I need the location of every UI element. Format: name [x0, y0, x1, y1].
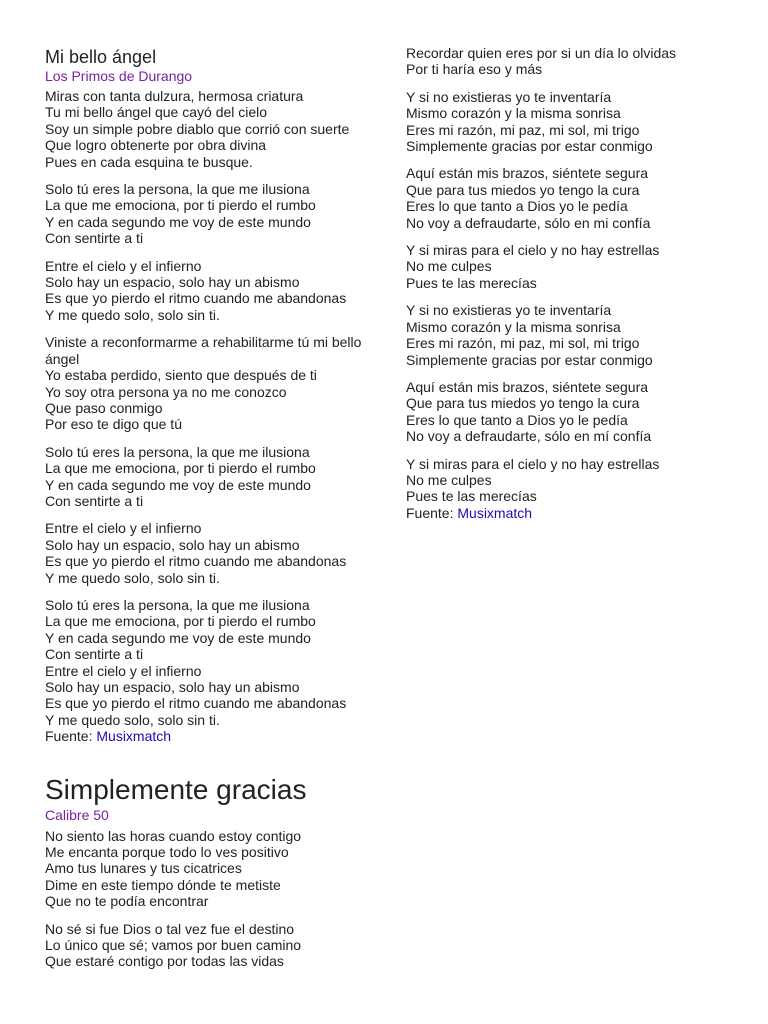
lyric-line: Miras con tanta dulzura, hermosa criatura — [45, 88, 304, 104]
song-title: Mi bello ángel — [45, 47, 157, 67]
stanza — [406, 242, 746, 291]
stanza — [406, 456, 746, 505]
lyric-line: Y me quedo solo, solo sin ti. — [45, 711, 220, 728]
lyric-line: Dime en este tiempo dónde te metiste — [45, 876, 281, 893]
lyrics-body — [45, 828, 375, 970]
stanza — [406, 45, 746, 78]
lyric-line: Soy un simple pobre diablo que corrió con suerte — [45, 120, 350, 137]
lyric-line: Amo tus lunares y tus cicatrices — [45, 860, 242, 877]
lyric-line: Solo hay un espacio, solo hay un abismo — [45, 536, 300, 553]
lyric-line: No siento las horas cuando estoy contigo — [45, 827, 302, 844]
lyric-line: Entre el cielo y el infierno — [45, 662, 202, 679]
lyric-line: Mismo corazón y la misma sonrisa — [406, 105, 621, 122]
lyric-line: Y si no existieras yo te inventaría — [406, 88, 612, 105]
lyric-line: No voy a defraudarte, sólo en mi confía — [406, 214, 651, 231]
lyric-line: Que logro obtenerte por obra divina — [45, 137, 267, 154]
stanza — [406, 302, 746, 368]
lyric-line: Lo único que sé; vamos por buen camino — [45, 937, 302, 954]
lyric-line: Eres lo que tanto a Dios yo le pedía — [406, 411, 628, 428]
lyric-line: Simplemente gracias por estar conmigo — [406, 138, 653, 155]
lyric-line: Que para tus miedos yo tengo la cura — [406, 395, 640, 412]
lyric-line: Me encanta porque todo lo ves positivo — [45, 844, 289, 861]
lyric-line: Aquí están mis brazos, siéntete segura — [406, 378, 649, 395]
lyrics-body — [45, 88, 375, 728]
stanza — [45, 828, 375, 910]
lyric-line: Eres mi razón, mi paz, mi sol, mi trigo — [406, 335, 640, 352]
lyric-line: Por ti haría eso y más — [406, 61, 543, 78]
lyric-line: Que paso conmigo — [45, 399, 163, 416]
lyric-line: Y me quedo solo, solo sin ti. — [45, 569, 220, 586]
stanza — [406, 89, 746, 155]
source-link[interactable]: Musixmatch — [96, 728, 172, 745]
right-column — [406, 0, 746, 521]
stanza — [45, 921, 375, 970]
lyric-line: La que me emociona, por ti pierdo el rumbo — [45, 613, 316, 630]
lyric-line: Simplemente gracias por estar conmigo — [406, 351, 653, 368]
stanza — [45, 88, 375, 170]
lyrics-source — [406, 505, 746, 521]
lyric-line: Y en cada segundo me voy de este mundo — [45, 476, 311, 493]
lyric-line: Solo hay un espacio, solo hay un abismo — [45, 679, 300, 695]
lyric-line: Que estaré contigo por todas las vidas — [45, 953, 284, 970]
lyric-line: No me culpes — [406, 258, 492, 275]
lyric-line: Entre el cielo y el infierno — [45, 257, 202, 274]
lyric-line: Solo tú eres la persona, la que me ilusiona — [45, 181, 310, 198]
lyric-line: Entre el cielo y el infierno — [45, 520, 202, 537]
stanza — [406, 165, 746, 231]
stanza — [45, 181, 375, 247]
lyric-line: Pues en cada esquina te busque. — [45, 153, 253, 170]
lyric-line: Y en cada segundo me voy de este mundo — [45, 213, 311, 230]
lyrics-source — [45, 728, 375, 744]
lyric-line: Con sentirte a ti — [45, 646, 144, 663]
stanza — [45, 334, 375, 432]
lyric-line: Solo hay un espacio, solo hay un abismo — [45, 274, 300, 291]
left-column — [45, 0, 375, 970]
lyric-line: Por eso te digo que tú — [45, 416, 182, 433]
lyric-line: Y en cada segundo me voy de este mundo — [45, 629, 311, 646]
lyric-line: La que me emociona, por ti pierdo el rumbo — [45, 197, 316, 214]
lyric-line: Que para tus miedos yo tengo la cura — [406, 181, 640, 198]
song-artist: Calibre 50 — [45, 806, 109, 823]
lyric-line: No me culpes — [406, 471, 492, 488]
lyric-line: Y si no existieras yo te inventaría — [406, 302, 612, 319]
lyric-line: Y si miras para el cielo y no hay estrellas — [406, 242, 660, 259]
source-label: Fuente: — [406, 504, 458, 521]
lyric-line: Mismo corazón y la misma sonrisa — [406, 318, 621, 335]
lyric-line: Viniste a reconformarme a rehabilitarme tú mi bello — [45, 334, 362, 351]
lyric-line: Aquí están mis brazos, siéntete segura — [406, 165, 649, 182]
lyric-line: Que no te podía encontrar — [45, 893, 209, 910]
lyric-line: Yo estaba perdido, siento que después de ti — [45, 367, 317, 384]
stanza — [45, 520, 375, 586]
lyric-line: No voy a defraudarte, sólo en mí confía — [406, 428, 652, 445]
lyric-line: Y si miras para el cielo y no hay estrellas — [406, 455, 660, 472]
lyric-line: Solo tú eres la persona, la que me ilusiona — [45, 443, 310, 460]
lyric-line: Solo tú eres la persona, la que me ilusiona — [45, 596, 310, 613]
lyric-line: ángel — [45, 350, 80, 367]
stanza — [406, 379, 746, 445]
song-artist: Los Primos de Durango — [45, 68, 193, 84]
lyric-line: Pues te las merecías — [406, 274, 537, 291]
lyric-line: Tu mi bello ángel que cayó del cielo — [45, 104, 268, 121]
lyric-line: Con sentirte a ti — [45, 492, 144, 509]
lyric-line: Eres lo que tanto a Dios yo le pedía — [406, 198, 628, 215]
lyric-line: Pues te las merecías — [406, 488, 537, 505]
stanza — [45, 444, 375, 510]
lyric-line: Y me quedo solo, solo sin ti. — [45, 306, 220, 323]
lyric-line: Yo soy otra persona ya no me conozco — [45, 383, 287, 400]
stanza — [45, 597, 375, 728]
lyric-line: Es que yo pierdo el ritmo cuando me abandonas — [45, 553, 347, 570]
lyric-line: Eres mi razón, mi paz, mi sol, mi trigo — [406, 121, 640, 138]
song-title: Simplemente gracias — [45, 773, 307, 805]
lyric-line: Es que yo pierdo el ritmo cuando me abandonas — [45, 695, 347, 712]
source-label: Fuente: — [45, 728, 97, 745]
lyric-line: Es que yo pierdo el ritmo cuando me abandonas — [45, 290, 347, 307]
lyric-line: No sé si fue Dios o tal vez fue el destino — [45, 920, 295, 937]
lyric-line: Recordar quien eres por si un día lo olvidas — [406, 45, 677, 61]
source-link[interactable]: Musixmatch — [457, 504, 533, 521]
lyrics-body — [406, 45, 746, 505]
lyric-line: Con sentirte a ti — [45, 230, 144, 247]
lyric-line: La que me emociona, por ti pierdo el rumbo — [45, 460, 316, 477]
stanza — [45, 258, 375, 324]
